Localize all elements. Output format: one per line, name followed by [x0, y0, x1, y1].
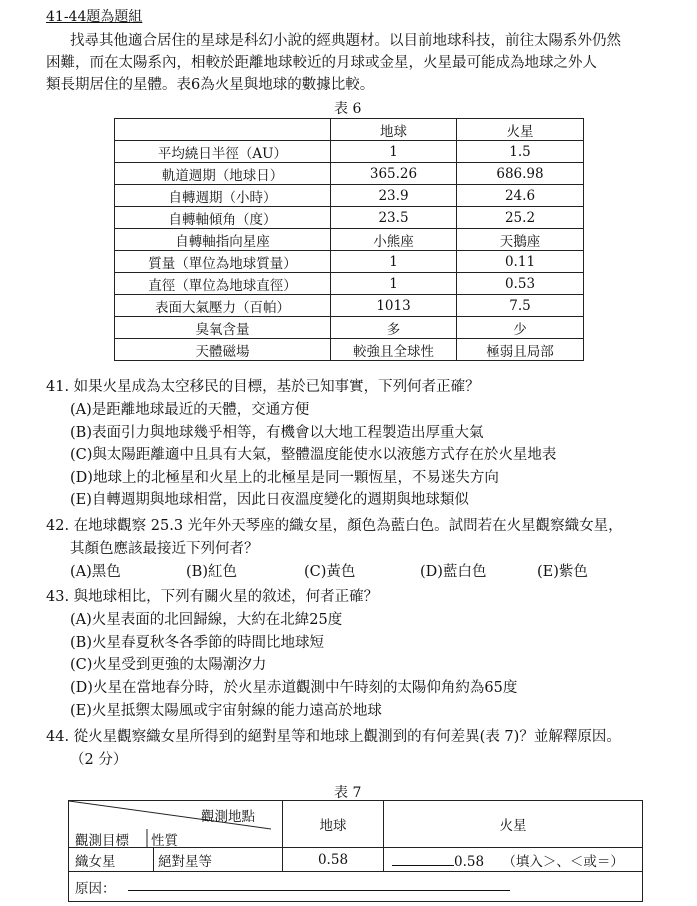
table-cell: 質量（單位為地球質量）	[115, 251, 331, 273]
q42-option-c: (C)黃色	[304, 564, 356, 580]
table-cell: 天鵝座	[457, 229, 584, 251]
table-row	[69, 801, 643, 848]
table-row	[115, 207, 584, 229]
table-cell: 23.5	[331, 207, 457, 229]
table-row	[115, 163, 584, 185]
table7-mars-cell	[384, 848, 643, 872]
table-cell: 較強且全球性	[331, 339, 457, 361]
table7-corner-cell	[69, 801, 283, 848]
table-cell	[115, 119, 331, 141]
table-cell: 平均繞日半徑（AU）	[115, 141, 331, 163]
table7-corner-property: 性質	[151, 833, 178, 849]
table-header-earth: 地球	[331, 119, 457, 141]
table-cell: 少	[457, 317, 584, 339]
table-row	[115, 295, 584, 317]
q43-option-a: (A)火星表面的北回歸線，大約在北緯25度	[70, 612, 343, 628]
table-row	[115, 251, 584, 273]
q43-option-d: (D)火星在當地春分時，於火星赤道觀測中午時刻的太陽仰角約為65度	[70, 680, 518, 696]
q41-option-a: (A)是距離地球最近的天體，交通方便	[70, 402, 310, 418]
q41-option-e: (E)自轉週期與地球相當，因此日夜溫度變化的週期與地球類似	[70, 492, 469, 508]
table7	[68, 800, 643, 902]
table-row	[115, 317, 584, 339]
table-cell: 1013	[331, 295, 457, 317]
table7-corner-target: 觀測目標	[75, 833, 129, 849]
table-cell: 365.26	[331, 163, 457, 185]
table-cell: 1.5	[457, 141, 584, 163]
table-cell: 0.11	[457, 251, 584, 273]
reason-answer-line[interactable]	[128, 890, 510, 891]
table7-header-earth: 地球	[283, 801, 384, 848]
table-cell: 7.5	[457, 295, 584, 317]
q43-option-c: (C)火星受到更強的太陽潮汐力	[70, 657, 267, 673]
table-cell: 軌道週期（地球日）	[115, 163, 331, 185]
table-header-mars: 火星	[457, 119, 584, 141]
table-cell: 自轉軸指向星座	[115, 229, 331, 251]
table7-target: 織女星	[69, 848, 154, 872]
table-cell: 1	[331, 141, 457, 163]
table-cell: 多	[331, 317, 457, 339]
table-cell: 直徑（單位為地球直徑）	[115, 273, 331, 295]
table-row	[69, 872, 643, 902]
table-row	[115, 339, 584, 361]
table7-reason-cell	[69, 872, 643, 902]
table7-corner-location: 觀測地點	[201, 809, 255, 825]
table-cell: 1	[331, 251, 457, 273]
table-row	[69, 848, 643, 872]
intro-line-2: 困難，而在太陽系內，相較於距離地球較近的月球或金星，火星最可能成為地球之外人	[46, 55, 597, 71]
table-cell: 表面大氣壓力（百帕）	[115, 295, 331, 317]
q44-points: （2 分）	[70, 752, 128, 768]
q44-stem-line-1: 44. 從火星觀察織女星所得到的絕對星等和地球上觀測到的有何差異(表 7)？並解釋原因。	[46, 729, 621, 745]
table-cell: 小熊座	[331, 229, 457, 251]
answer-blank[interactable]	[392, 853, 454, 866]
table6	[114, 118, 584, 361]
q43-option-b: (B)火星春夏秋冬各季節的時間比地球短	[70, 635, 324, 651]
q41-option-d: (D)地球上的北極星和火星上的北極星是同一顆恆星，不易迷失方向	[70, 470, 499, 486]
q43-stem: 43. 與地球相比，下列有關火星的敘述，何者正確？	[46, 589, 379, 605]
table-cell: 686.98	[457, 163, 584, 185]
table7-mars-hint: （填入＞、＜或＝）	[502, 853, 624, 870]
table-cell: 23.9	[331, 185, 457, 207]
table7-mars-value: 0.58	[454, 853, 485, 870]
q41-option-b: (B)表面引力與地球幾乎相等，有機會以大地工程製造出厚重大氣	[70, 425, 484, 441]
table-cell: 24.6	[457, 185, 584, 207]
table-row	[115, 141, 584, 163]
q42-option-b: (B)紅色	[186, 564, 237, 580]
table7-earth-value: 0.58	[283, 848, 384, 872]
table-row	[115, 229, 584, 251]
q41-option-c: (C)與太陽距離適中且具有大氣，整體溫度能使水以液態方式存在於火星地表	[70, 447, 557, 463]
table-cell: 0.53	[457, 273, 584, 295]
table7-property: 絕對星等	[154, 848, 283, 872]
table-row	[115, 119, 584, 141]
table-cell: 天體磁場	[115, 339, 331, 361]
table7-caption: 表 7	[334, 785, 362, 801]
q42-option-d: (D)藍白色	[420, 564, 487, 580]
q42-option-a: (A)黑色	[70, 564, 121, 580]
table-row	[115, 273, 584, 295]
table-row	[115, 185, 584, 207]
table-cell: 臭氧含量	[115, 317, 331, 339]
table7-header-mars: 火星	[384, 801, 643, 848]
table6-caption: 表 6	[334, 101, 362, 117]
q42-option-e: (E)紫色	[537, 564, 588, 580]
table-cell: 自轉軸傾角（度）	[115, 207, 331, 229]
q42-stem-line-1: 42. 在地球觀察 25.3 光年外天琴座的織女星，顏色為藍白色。試問若在火星觀察織女星，	[46, 518, 623, 534]
table7-corner	[69, 801, 271, 847]
q41-stem: 41. 如果火星成為太空移民的目標，基於已知事實，下列何者正確？	[46, 379, 480, 395]
table-cell: 極弱且局部	[457, 339, 584, 361]
table-cell: 1	[331, 273, 457, 295]
intro-line-3: 類長期居住的星體。表6為火星與地球的數據比較。	[46, 77, 375, 93]
table-cell: 25.2	[457, 207, 584, 229]
group-title: 41-44題為題組	[46, 9, 143, 25]
q43-option-e: (E)火星抵禦太陽風或宇宙射線的能力遠高於地球	[70, 703, 382, 719]
q42-stem-line-2: 其顏色應該最接近下列何者？	[70, 541, 259, 557]
table-cell: 自轉週期（小時）	[115, 185, 331, 207]
intro-line-1: 找尋其他適合居住的星球是科幻小說的經典題材。以目前地球科技，前往太陽系外仍然	[70, 33, 621, 49]
table7-reason-label: 原因：	[75, 880, 116, 897]
